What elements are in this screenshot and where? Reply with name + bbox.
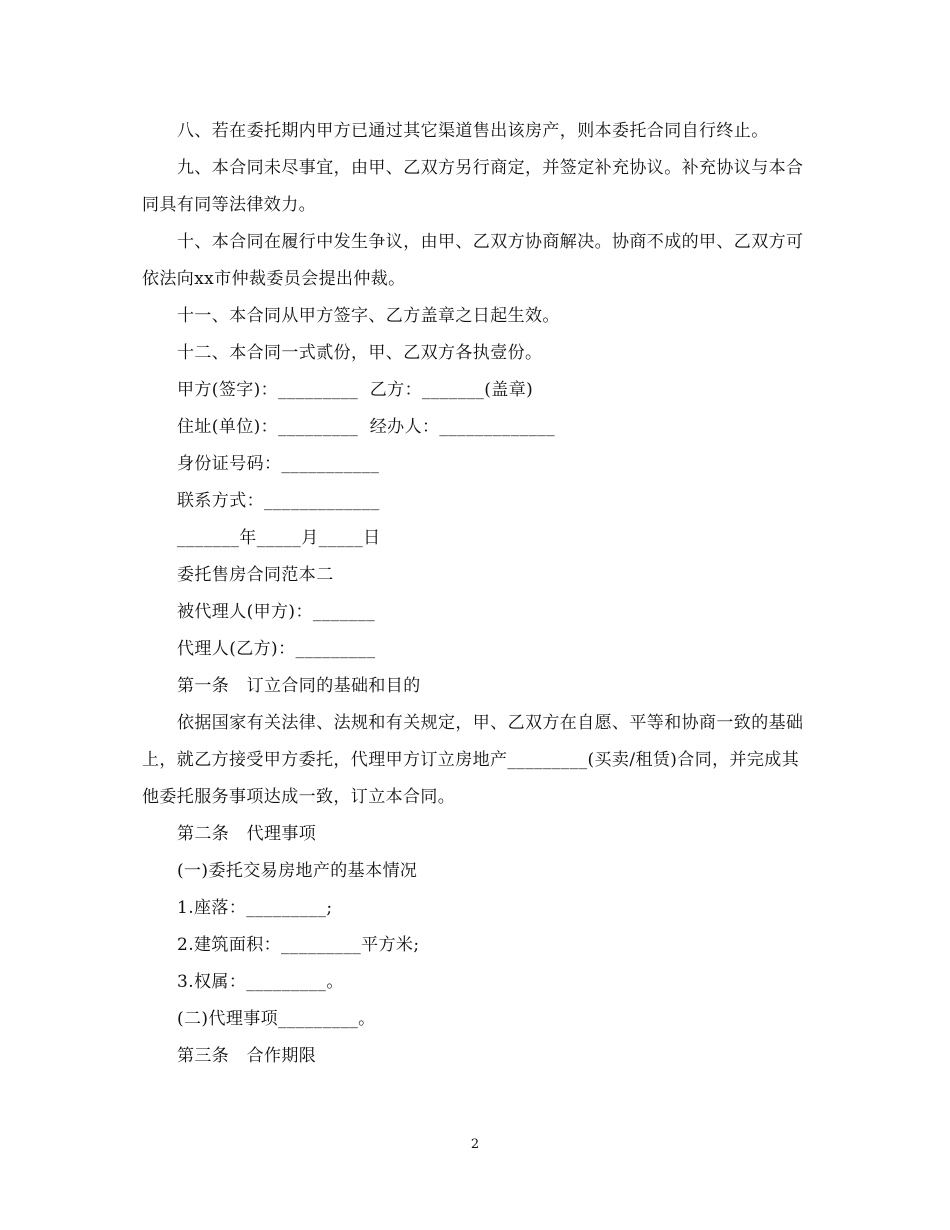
agency-matters-line: (二)代理事项_________。 xyxy=(177,1009,376,1029)
article-1-body: 依据国家有关法律、法规和有关规定，甲、乙双方在自愿、平等和协商一致的基础上，就乙方接受甲方委托，代理甲方订立房地产_________(买卖/租赁)合同，并完成其他委托服务事项达成一致，订立本合同。 xyxy=(142,713,804,807)
area-line: 2.建筑面积：_________平方米; xyxy=(177,935,420,955)
ownership-line: 3.权属：_________。 xyxy=(177,972,344,992)
principal-line: 被代理人(甲方)：_______ xyxy=(177,602,376,622)
property-info-heading: (一)委托交易房地产的基本情况 xyxy=(177,861,418,881)
clause-12: 十二、本合同一式贰份，甲、乙双方各执壹份。 xyxy=(177,343,543,363)
date-line: _______年_____月_____日 xyxy=(177,528,381,548)
address-agent-line: 住址(单位)：_________ 经办人：_____________ xyxy=(177,417,556,437)
location-line: 1.座落：_________; xyxy=(177,898,333,918)
article-3-heading: 第三条 合作期限 xyxy=(177,1046,317,1066)
agent-line: 代理人(乙方)：_________ xyxy=(177,639,376,659)
signature-party-a-b: 甲方(签字)：_________ 乙方：_______(盖章) xyxy=(177,380,534,400)
clause-8: 八、若在委托期内甲方已通过其它渠道售出该房产，则本委托合同自行终止。 xyxy=(177,121,769,141)
clause-9: 九、本合同未尽事宜，由甲、乙双方另行商定，并签定补充协议。补充协议与本合同具有同等法律效力。 xyxy=(142,158,804,215)
section-title: 委托售房合同范本二 xyxy=(177,565,334,585)
clause-11: 十一、本合同从甲方签字、乙方盖章之日起生效。 xyxy=(177,306,560,326)
id-number-line: 身份证号码：___________ xyxy=(177,454,380,474)
clause-10: 十、本合同在履行中发生争议，由甲、乙双方协商解决。协商不成的甲、乙双方可依法向xx市仲裁委员会提出仲裁。 xyxy=(142,232,804,289)
contact-line: 联系方式：_____________ xyxy=(177,491,380,511)
article-2-heading: 第二条 代理事项 xyxy=(177,824,317,844)
page-number: 2 xyxy=(470,1137,480,1152)
article-1-heading: 第一条 订立合同的基础和目的 xyxy=(177,676,421,696)
document-body xyxy=(142,113,812,1075)
